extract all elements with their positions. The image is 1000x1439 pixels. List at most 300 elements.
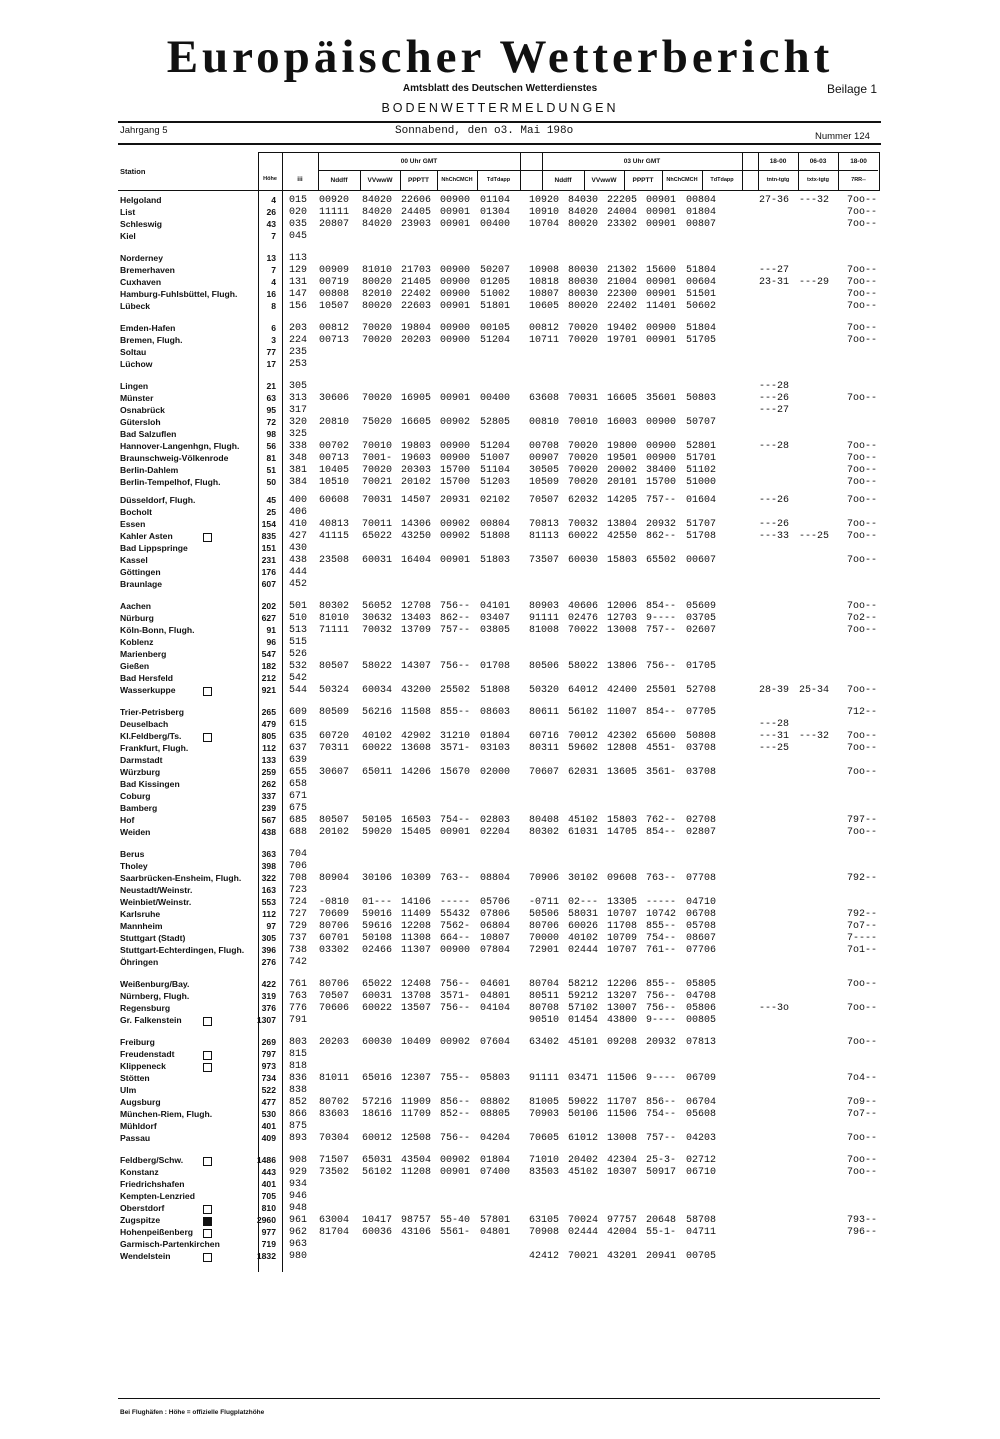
cell-d1: 70903	[529, 1109, 560, 1120]
cell-d2: 70020	[568, 335, 599, 346]
cell-iii: 708	[289, 873, 308, 884]
station-altitude: 163	[261, 885, 276, 895]
cell-o5: 04101	[480, 601, 511, 612]
cell-d1: 50506	[529, 909, 560, 920]
station-name: Saarbrücken-Ensheim, Flugh.	[120, 873, 242, 883]
cell-o5: 05803	[480, 1073, 511, 1084]
cell-o1: 50324	[319, 685, 350, 696]
cell-d5: 08607	[686, 933, 717, 944]
station-name: Klippeneck	[120, 1061, 166, 1071]
cell-d2: 84020	[568, 207, 599, 218]
cell-d2: 57102	[568, 1003, 599, 1014]
station-name: Gr. Falkenstein	[120, 1015, 182, 1025]
cell-d3: 22205	[607, 195, 638, 206]
cell-o3: 11709	[401, 1109, 432, 1120]
station-altitude: 422	[261, 979, 276, 989]
cell-d3: 20101	[607, 477, 638, 488]
cell-o3: 16605	[401, 417, 432, 428]
cell-o4: 00901	[440, 301, 471, 312]
cell-o4: 00901	[440, 555, 471, 566]
cell-iii: 675	[289, 803, 308, 814]
station-altitude: 305	[261, 933, 276, 943]
cell-c3: 7o9--	[847, 1097, 878, 1108]
cell-d2: 02444	[568, 1227, 599, 1238]
cell-d5: 03708	[686, 743, 717, 754]
cell-o4: 756--	[440, 1003, 471, 1014]
cell-iii: 515	[289, 637, 308, 648]
cell-c3: 7o1--	[847, 945, 878, 956]
open-square-marker	[203, 1205, 212, 1214]
cell-d3: 42304	[607, 1155, 638, 1166]
cell-o3: 15405	[401, 827, 432, 838]
cell-d4: 11401	[646, 301, 677, 312]
cell-o5: 02204	[480, 827, 511, 838]
station-name: Oberstdorf	[120, 1203, 165, 1213]
cell-o1: 10510	[319, 477, 350, 488]
cell-c1: ---27	[759, 405, 790, 416]
cell-c3: 7oo--	[847, 219, 878, 230]
station-name: Augsburg	[120, 1097, 161, 1107]
cell-iii: 427	[289, 531, 308, 542]
cell-d1: 60716	[529, 731, 560, 742]
header-rule-bottom	[118, 143, 881, 145]
cell-d3: 22300	[607, 289, 638, 300]
station-name: Köln-Bonn, Flugh.	[120, 625, 195, 635]
cell-iii: 723	[289, 885, 308, 896]
cell-o1: 10405	[319, 465, 350, 476]
station-altitude: 522	[261, 1085, 276, 1095]
cell-o2: 65022	[362, 979, 393, 990]
cell-o2: 56102	[362, 1167, 393, 1178]
cell-o4: 00900	[440, 945, 471, 956]
cell-o1: 11111	[319, 207, 350, 218]
cell-d5: 52801	[686, 441, 717, 452]
cell-iii: 704	[289, 849, 308, 860]
cell-o1: 20102	[319, 827, 350, 838]
cell-d3: 10707	[607, 909, 638, 920]
station-name: Essen	[120, 519, 146, 529]
cell-d4: 20932	[646, 519, 677, 530]
station-name: Hof	[120, 815, 135, 825]
cell-o4: 755--	[440, 1073, 471, 1084]
cell-o5: 51007	[480, 453, 511, 464]
station-name: Lingen	[120, 381, 149, 391]
cell-d2: 70012	[568, 731, 599, 742]
station-altitude: 265	[261, 707, 276, 717]
cell-o4: 00901	[440, 827, 471, 838]
station-altitude: 4	[271, 195, 276, 205]
cell-iii: 203	[289, 323, 308, 334]
block03-right-rule	[742, 152, 743, 190]
cell-d3: 14705	[607, 827, 638, 838]
cell-c3: 797--	[847, 815, 878, 826]
cell-o5: 01804	[480, 731, 511, 742]
station-name: Freudenstadt	[120, 1049, 175, 1059]
station-name: Braunschweig-Völkenrode	[120, 453, 229, 463]
cell-d1: 00812	[529, 323, 560, 334]
cell-d1: 81005	[529, 1097, 560, 1108]
cell-o3: 20102	[401, 477, 432, 488]
station-name: Zugspitze	[120, 1215, 161, 1225]
cell-c3: 7o2--	[847, 613, 878, 624]
cell-c3: 7oo--	[847, 531, 878, 542]
cell-iii: 325	[289, 429, 308, 440]
cell-o2: 70020	[362, 465, 393, 476]
cell-d5: 06704	[686, 1097, 717, 1108]
cell-o1: 00719	[319, 277, 350, 288]
cell-iii: 381	[289, 465, 308, 476]
cell-o2: 70011	[362, 519, 393, 530]
cell-d4: 756--	[646, 1003, 677, 1014]
cell-o1: 80702	[319, 1097, 350, 1108]
station-name: Koblenz	[120, 637, 154, 647]
table-top-rule	[258, 152, 880, 153]
cell-d4: 9----	[646, 1015, 677, 1026]
cell-c3: 7oo--	[847, 477, 878, 488]
station-altitude: 182	[261, 661, 276, 671]
cell-d4: 9----	[646, 613, 677, 624]
station-altitude: 376	[261, 1003, 276, 1013]
cell-o4: 25502	[440, 685, 471, 696]
cell-d1: 80611	[529, 707, 560, 718]
station-name: Regensburg	[120, 1003, 171, 1013]
cell-o1: 70304	[319, 1133, 350, 1144]
cell-d5: 51804	[686, 265, 717, 276]
cell-o2: 84020	[362, 195, 393, 206]
cell-o1: 10507	[319, 301, 350, 312]
cell-d4: 00900	[646, 453, 677, 464]
cell-d5: 51708	[686, 531, 717, 542]
cell-o4: 00900	[440, 289, 471, 300]
cell-o5: 51204	[480, 441, 511, 452]
station-name: Gießen	[120, 661, 150, 671]
cell-d1: 80903	[529, 601, 560, 612]
cell-iii: 776	[289, 1003, 308, 1014]
station-altitude: 401	[261, 1179, 276, 1189]
col-nh-03: NhChCMCH	[666, 177, 698, 183]
cell-d5: 01804	[686, 207, 717, 218]
station-name: Emden-Hafen	[120, 323, 176, 333]
cell-o5: 51002	[480, 289, 511, 300]
station-name: Würzburg	[120, 767, 161, 777]
station-altitude: 319	[261, 991, 276, 1001]
cell-c1: ---25	[759, 743, 790, 754]
open-square-marker	[203, 733, 212, 742]
cell-o2: 40102	[362, 731, 393, 742]
cell-iii: 706	[289, 861, 308, 872]
station-name: München-Riem, Flugh.	[120, 1109, 213, 1119]
cell-o2: 56052	[362, 601, 393, 612]
beilage-label: Beilage 1	[827, 82, 878, 96]
cell-iii: 836	[289, 1073, 308, 1084]
cell-d4: 20932	[646, 1037, 677, 1048]
station-altitude: 734	[261, 1073, 276, 1083]
cell-d2: 61031	[568, 827, 599, 838]
cell-o4: 00902	[440, 1037, 471, 1048]
cell-c1: ---28	[759, 441, 790, 452]
cell-d2: 70024	[568, 1215, 599, 1226]
cell-c3: 7oo--	[847, 685, 878, 696]
cell-o4: 00901	[440, 1167, 471, 1178]
cell-o1: 71507	[319, 1155, 350, 1166]
cell-o1: 20810	[319, 417, 350, 428]
station-altitude: 398	[261, 861, 276, 871]
cell-o2: 59016	[362, 909, 393, 920]
cell-o3: 22402	[401, 289, 432, 300]
station-altitude: 95	[266, 405, 276, 415]
station-altitude: 154	[261, 519, 276, 529]
station-altitude: 151	[261, 543, 276, 553]
cell-o5: 01205	[480, 277, 511, 288]
cell-d4: -----	[646, 897, 677, 908]
col-vvwww-00: VVwwW	[367, 177, 393, 184]
cell-d1: 10605	[529, 301, 560, 312]
open-square-marker	[203, 1051, 212, 1060]
cell-o4: 00902	[440, 1155, 471, 1166]
cell-c1: ---33	[759, 531, 790, 542]
open-square-marker	[203, 1229, 212, 1238]
cell-d5: 05708	[686, 921, 717, 932]
station-altitude: 8	[271, 301, 276, 311]
cell-d1: 00810	[529, 417, 560, 428]
cell-iii: 020	[289, 207, 308, 218]
cell-o3: 14106	[401, 897, 432, 908]
cell-iii: 131	[289, 277, 308, 288]
station-name: Bremen, Flugh.	[120, 335, 183, 345]
cell-iii: 737	[289, 933, 308, 944]
cell-iii: 313	[289, 393, 308, 404]
cell-o3: 43504	[401, 1155, 432, 1166]
cell-iii: 685	[289, 815, 308, 826]
col-nh-00: NhChCMCH	[441, 177, 473, 183]
cell-d1: 10818	[529, 277, 560, 288]
cell-o5: 51808	[480, 531, 511, 542]
station-altitude: 337	[261, 791, 276, 801]
cell-o3: 11308	[401, 933, 432, 944]
cell-d1: 63402	[529, 1037, 560, 1048]
cell-iii: 866	[289, 1109, 308, 1120]
cell-iii: 929	[289, 1167, 308, 1178]
cell-c3: 793--	[847, 1215, 878, 1226]
cell-o4: 754--	[440, 815, 471, 826]
cell-o4: 00900	[440, 195, 471, 206]
cell-o2: 70020	[362, 335, 393, 346]
cell-o4: 00902	[440, 519, 471, 530]
cell-c3: 792--	[847, 909, 878, 920]
cell-iii: 658	[289, 779, 308, 790]
col-c1: 18-00	[769, 158, 787, 165]
cell-o4: 3571-	[440, 991, 471, 1002]
cell-d2: 03471	[568, 1073, 599, 1084]
cell-d4: 757--	[646, 625, 677, 636]
cell-d4: 55-1-	[646, 1227, 677, 1238]
cell-d5: 06709	[686, 1073, 717, 1084]
cell-d5: 00804	[686, 195, 717, 206]
station-name: Bamberg	[120, 803, 158, 813]
cell-c3: 7oo--	[847, 453, 878, 464]
open-square-marker	[203, 1253, 212, 1262]
station-altitude: 21	[266, 381, 276, 391]
station-name: Wendelstein	[120, 1251, 171, 1261]
cell-d1: 80506	[529, 661, 560, 672]
cell-o4: 00901	[440, 219, 471, 230]
cell-c1: 28-39	[759, 685, 790, 696]
cell-o3: 20203	[401, 335, 432, 346]
cell-o1: 00909	[319, 265, 350, 276]
cell-d1: 90510	[529, 1015, 560, 1026]
cell-o4: 756--	[440, 601, 471, 612]
cell-iii: 147	[289, 289, 308, 300]
cell-o3: 21405	[401, 277, 432, 288]
cell-d2: 58212	[568, 979, 599, 990]
station-altitude: 63	[266, 393, 276, 403]
cell-o4: 15700	[440, 477, 471, 488]
cell-o1: 40813	[319, 519, 350, 530]
cell-iii: 410	[289, 519, 308, 530]
cell-iii: 235	[289, 347, 308, 358]
cell-o3: 19803	[401, 441, 432, 452]
cell-iii: 815	[289, 1049, 308, 1060]
station-name: Konstanz	[120, 1167, 159, 1177]
cell-c3: 7o7--	[847, 921, 878, 932]
cell-o3: 11909	[401, 1097, 432, 1108]
cell-c2: ---32	[799, 195, 830, 206]
station-altitude: 13	[266, 253, 276, 263]
station-name: Münster	[120, 393, 154, 403]
cell-iii: 639	[289, 755, 308, 766]
cell-iii: 948	[289, 1203, 308, 1214]
cell-d2: 84030	[568, 195, 599, 206]
col-tdtd-03: TdTdapp	[710, 177, 734, 183]
cell-iii: 893	[289, 1133, 308, 1144]
cell-iii: 980	[289, 1251, 308, 1262]
hoehe-rule	[282, 152, 283, 1272]
cell-o2: 65031	[362, 1155, 393, 1166]
cell-d5: 01604	[686, 495, 717, 506]
cell-o4: 00902	[440, 531, 471, 542]
cell-iii: 526	[289, 649, 308, 660]
cell-c1: ---27	[759, 265, 790, 276]
station-name: Ulm	[120, 1085, 137, 1095]
cell-iii: 729	[289, 921, 308, 932]
cell-d1: 91111	[529, 1073, 560, 1084]
station-name: Kiel	[120, 231, 136, 241]
cell-iii: 430	[289, 543, 308, 554]
cell-o1: 00713	[319, 453, 350, 464]
station-altitude: 797	[261, 1049, 276, 1059]
station-altitude: 3	[271, 335, 276, 345]
cell-c3: 7oo--	[847, 1167, 878, 1178]
station-altitude: 17	[266, 359, 276, 369]
cell-d1: 10908	[529, 265, 560, 276]
cell-o3: 11208	[401, 1167, 432, 1178]
cell-o2: 70021	[362, 477, 393, 488]
station-name: Cuxhaven	[120, 277, 162, 287]
cell-d5: 01705	[686, 661, 717, 672]
cell-d1: 80511	[529, 991, 560, 1002]
station-altitude: 1486	[256, 1155, 276, 1165]
cell-o1: 23508	[319, 555, 350, 566]
cell-o3: 13709	[401, 625, 432, 636]
station-altitude: 202	[261, 601, 276, 611]
cell-d1: 70906	[529, 873, 560, 884]
station-altitude: 322	[261, 873, 276, 883]
cell-o1: 70609	[319, 909, 350, 920]
cell-c2: 25-34	[799, 685, 830, 696]
cell-iii: 542	[289, 673, 308, 684]
cell-o5: 04801	[480, 1227, 511, 1238]
cell-d5: 04710	[686, 897, 717, 908]
cell-o3: 43200	[401, 685, 432, 696]
cell-o3: 12508	[401, 1133, 432, 1144]
cell-o2: 82010	[362, 289, 393, 300]
station-altitude: 112	[262, 909, 276, 919]
cell-d2: 62031	[568, 767, 599, 778]
station-altitude: 705	[261, 1191, 276, 1201]
header-rule-top	[118, 121, 881, 123]
station-altitude: 627	[261, 613, 276, 623]
cell-d4: 761--	[646, 945, 677, 956]
cell-d2: 70020	[568, 453, 599, 464]
cell-d4: 754--	[646, 1109, 677, 1120]
station-altitude: 977	[261, 1227, 276, 1237]
station-altitude: 259	[261, 767, 276, 777]
cell-d1: 73507	[529, 555, 560, 566]
col-tdtd-00: TdTdapp	[486, 177, 511, 183]
group-rule	[318, 170, 878, 171]
cell-iii: 742	[289, 957, 308, 968]
station-name: Bad Kissingen	[120, 779, 180, 789]
cell-iii: 838	[289, 1085, 308, 1096]
cell-iii: 609	[289, 707, 308, 718]
cell-d1: 63608	[529, 393, 560, 404]
cell-d3: 10307	[607, 1167, 638, 1178]
cell-c3: 7oo--	[847, 625, 878, 636]
cell-d4: 854--	[646, 827, 677, 838]
cell-o4: 15700	[440, 465, 471, 476]
cell-d2: 70010	[568, 417, 599, 428]
cell-d5: 51000	[686, 477, 717, 488]
cell-o1: 20807	[319, 219, 350, 230]
cell-d3: 24004	[607, 207, 638, 218]
cell-d1: 91111	[529, 613, 560, 624]
station-name: Trier-Petrisberg	[120, 707, 184, 717]
cell-c3: 7oo--	[847, 441, 878, 452]
cell-o2: 50105	[362, 815, 393, 826]
cell-d1: 00907	[529, 453, 560, 464]
cell-o1: 30606	[319, 393, 350, 404]
cell-c3: 7oo--	[847, 393, 878, 404]
cell-d4: 38400	[646, 465, 677, 476]
cell-o5: 04204	[480, 1133, 511, 1144]
cell-o4: 55432	[440, 909, 471, 920]
cell-iii: 384	[289, 477, 308, 488]
cell-o3: 23903	[401, 219, 432, 230]
cell-d1: 80408	[529, 815, 560, 826]
cell-d2: 70020	[568, 441, 599, 452]
cell-d2: 59022	[568, 1097, 599, 1108]
cell-d4: 65600	[646, 731, 677, 742]
cell-o2: 60034	[362, 685, 393, 696]
cell-d4: 35601	[646, 393, 677, 404]
cell-d2: 20402	[568, 1155, 599, 1166]
station-name: Berlin-Dahlem	[120, 465, 179, 475]
station-altitude: 262	[261, 779, 276, 789]
cell-o3: 14306	[401, 519, 432, 530]
cell-o3: 11508	[401, 707, 432, 718]
station-name: Lübeck	[120, 301, 151, 311]
cell-o1: 60701	[319, 933, 350, 944]
